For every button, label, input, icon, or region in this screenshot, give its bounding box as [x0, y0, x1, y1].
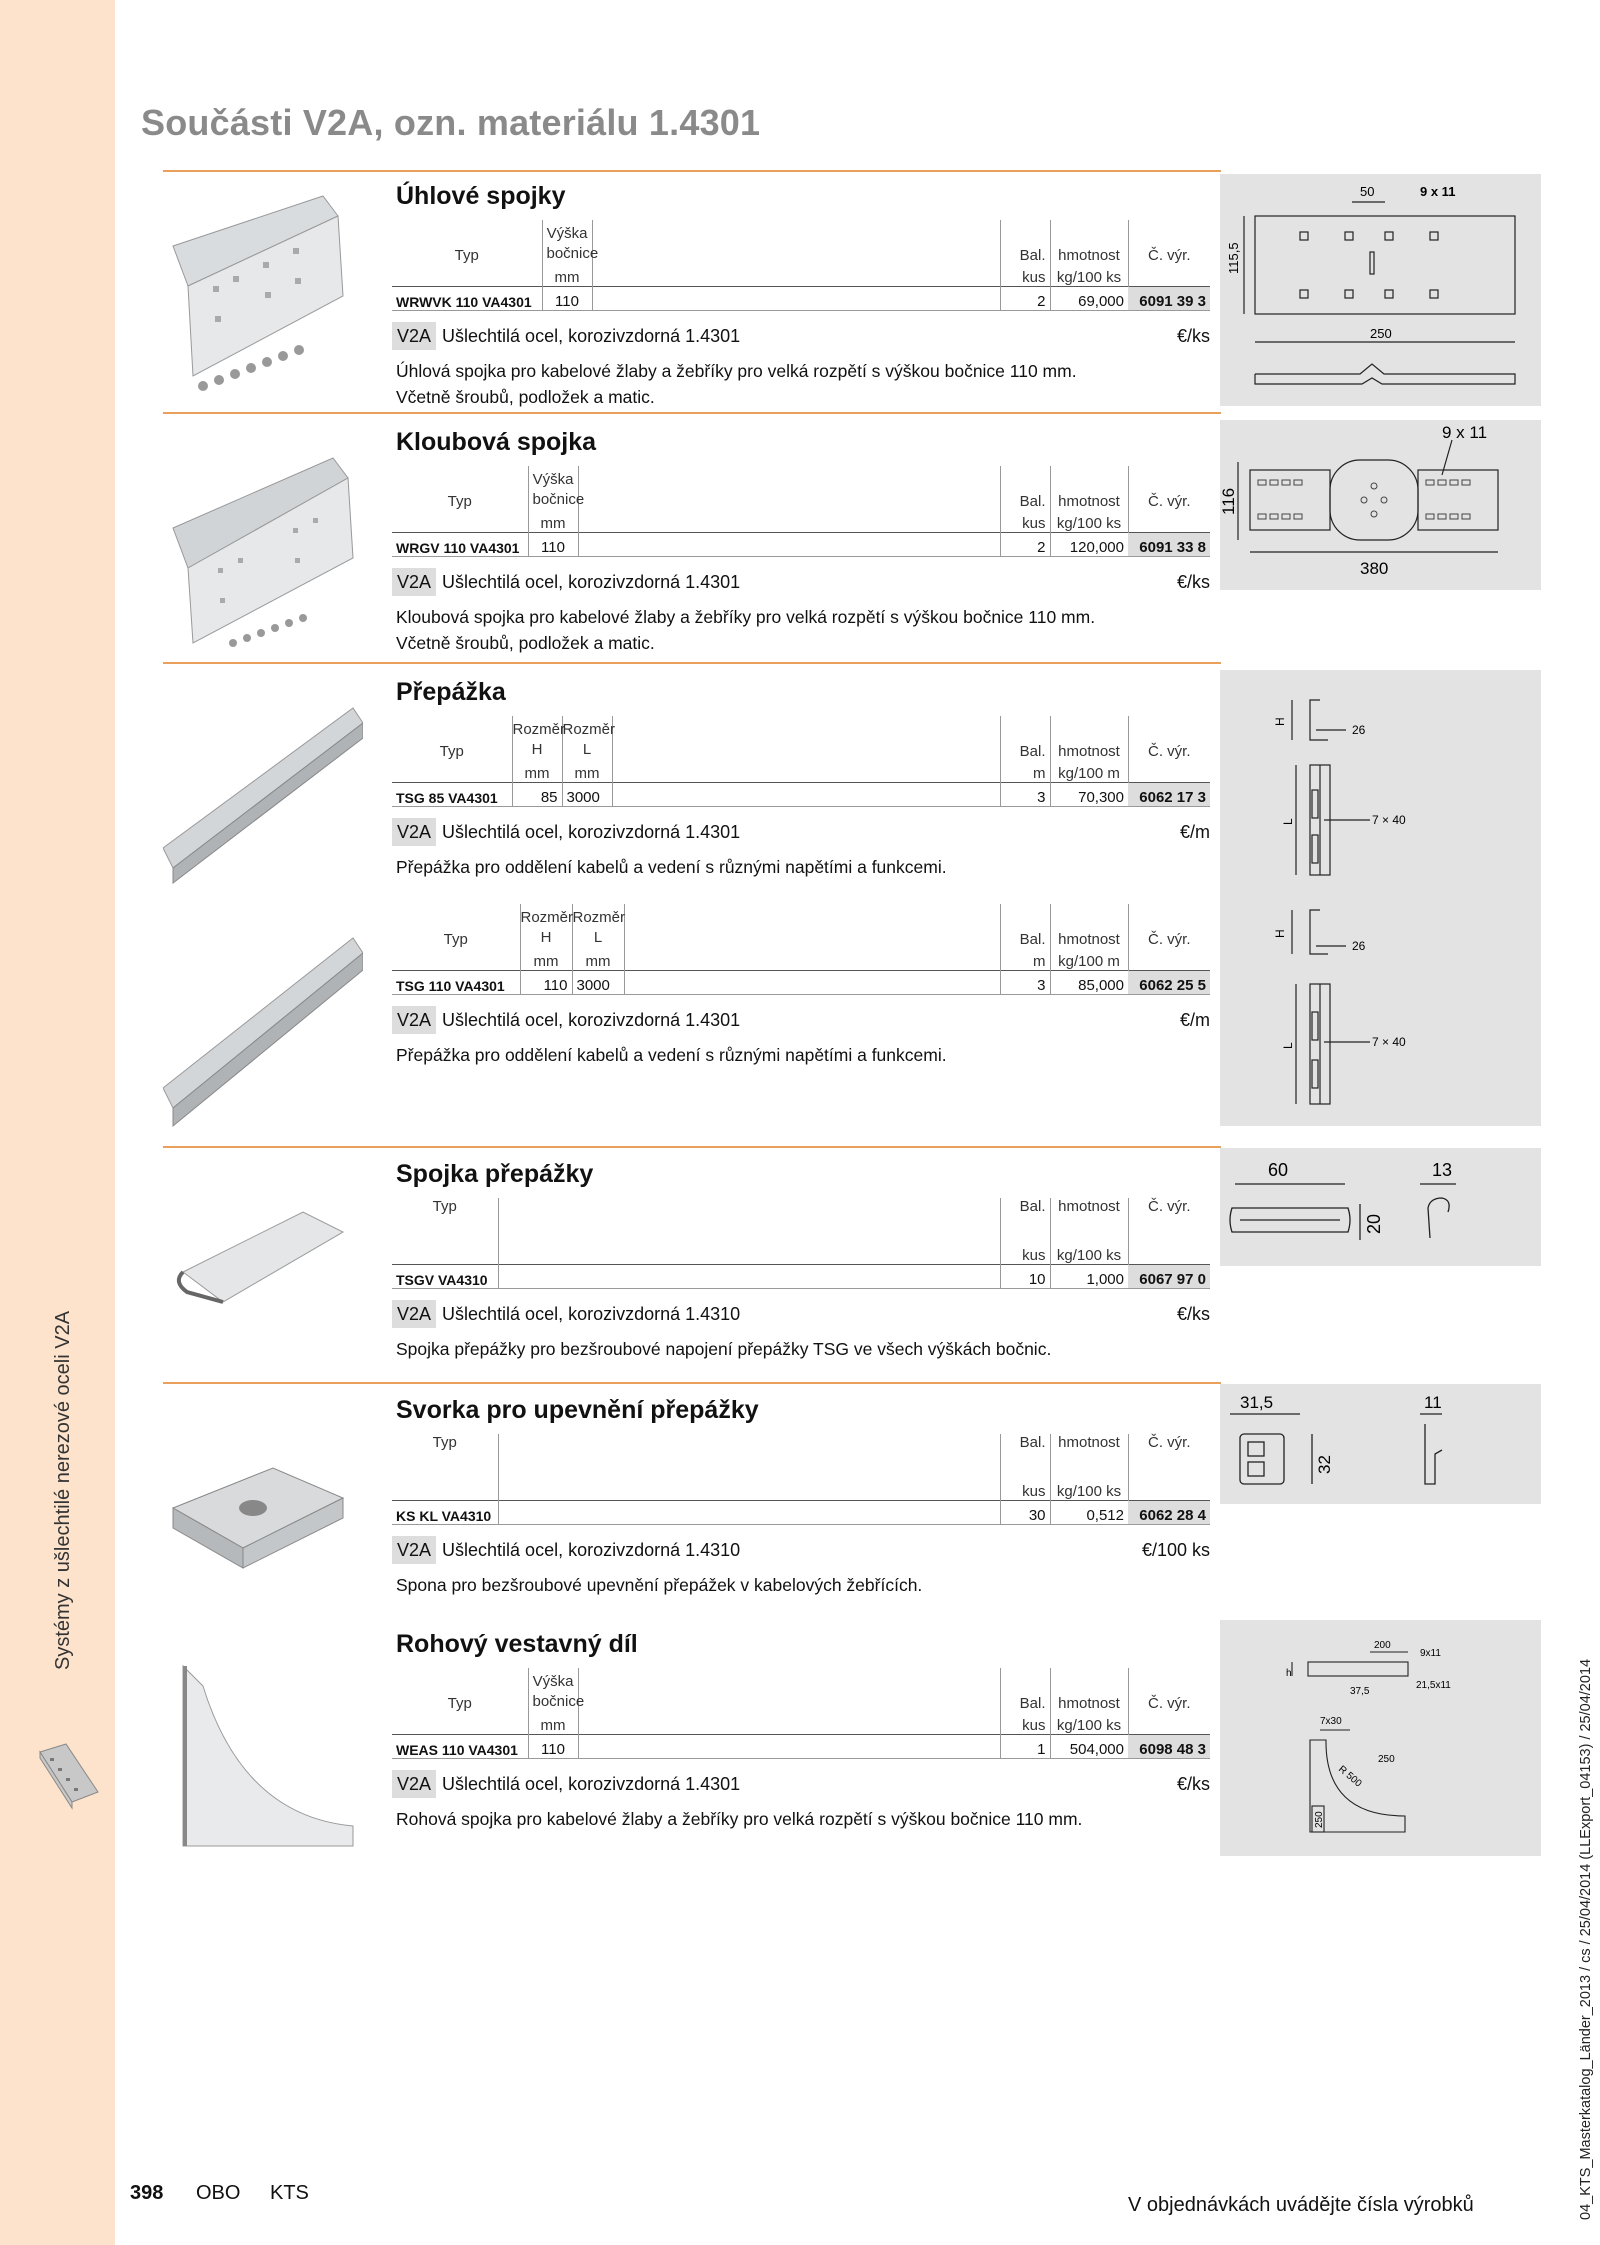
product-weight: 70,300 [1050, 782, 1128, 806]
unit-mm: mm [542, 264, 592, 286]
col-vyska: Výška bočnice [528, 466, 578, 510]
material-code-badge: V2A [392, 818, 436, 846]
section-title: Spojka přepážky [396, 1160, 594, 1188]
col-hmotnost: hmotnost [1050, 716, 1128, 760]
material-line [392, 322, 1210, 350]
page-number: 398 [130, 2182, 164, 2204]
col-cislo: Č. výr. [1128, 904, 1210, 948]
product-number: 6062 17 3 [1128, 782, 1210, 806]
price-unit: €/ks [1176, 326, 1210, 346]
material-text: Ušlechtilá ocel, korozivzdorná 1.4301 [442, 572, 741, 592]
product-bal: 1 [1000, 1734, 1050, 1758]
product-number: 6098 48 3 [1128, 1734, 1210, 1758]
material-text: Ušlechtilá ocel, korozivzdorná 1.4310 [442, 1540, 741, 1560]
dim-200: 200 [1374, 1640, 1391, 1651]
col-hmotnost: hmotnost [1050, 220, 1128, 264]
product-description [396, 1806, 1186, 1832]
product-type: TSG 110 VA4301 [392, 970, 520, 994]
col-cislo: Č. výr. [1128, 1668, 1210, 1712]
technical-drawing [1220, 1148, 1541, 1266]
col-bal: Bal. [1000, 466, 1050, 510]
material-code-badge: V2A [392, 1006, 436, 1034]
product-number: 6062 25 5 [1128, 970, 1210, 994]
col-bal: Bal. [1000, 1198, 1050, 1242]
product-type: KS KL VA4310 [392, 1500, 498, 1524]
unit-kus: kus [1000, 510, 1050, 532]
unit-mm: mm [562, 760, 612, 782]
desc-line-1: Kloubová spojka pro kabelové žlaby a žebříky pro velká rozpětí s výškou bočnice 110 mm. [396, 607, 1096, 627]
drawing-divider [1220, 894, 1541, 1126]
col-bal: Bal. [1000, 904, 1050, 948]
unit-kg: kg/100 ks [1050, 264, 1128, 286]
product-section-prepazka-85 [163, 662, 1548, 902]
section-title: Rohový vestavný díl [396, 1630, 638, 1658]
dim-250-vert: 250 [1314, 1811, 1325, 1828]
dim-13: 13 [1432, 1160, 1453, 1180]
unit-kg: kg/100 ks [1050, 510, 1128, 532]
product-table [392, 1434, 1210, 1525]
material-line [392, 1006, 1210, 1034]
product-description [396, 358, 1186, 410]
dim-l: L [1281, 1042, 1295, 1049]
drawing-corner-piece [1220, 1620, 1541, 1856]
col-typ: Typ [447, 493, 472, 510]
col-vyska: Výška bočnice [542, 220, 592, 264]
technical-drawing [1220, 670, 1541, 894]
unit-kus: kus [1000, 1478, 1050, 1500]
product-bal: 30 [1000, 1500, 1050, 1524]
product-l: 3000 [572, 970, 624, 994]
product-number: 6067 97 0 [1128, 1264, 1210, 1288]
dim-slot-2: 21,5x11 [1416, 1680, 1451, 1691]
product-l: 3000 [562, 782, 612, 806]
section-divider [163, 1146, 1221, 1148]
dim-h: H [1273, 717, 1287, 726]
material-text: Ušlechtilá ocel, korozivzdorná 1.4301 [442, 326, 741, 346]
unit-kus: kus [1000, 1712, 1050, 1734]
price-unit: €/100 ks [1141, 1540, 1210, 1560]
col-hmotnost: hmotnost [1050, 1198, 1128, 1242]
technical-drawing [1220, 894, 1541, 1126]
product-section-uhlove-spojky [163, 170, 1548, 410]
col-hmotnost: hmotnost [1050, 904, 1128, 948]
material-code-badge: V2A [392, 1536, 436, 1564]
col-cislo: Č. výr. [1128, 1198, 1210, 1242]
col-hmotnost: hmotnost [1050, 466, 1128, 510]
technical-drawing [1220, 420, 1541, 590]
section-title: Úhlové spojky [396, 182, 566, 210]
product-height: 110 [528, 1734, 578, 1758]
price-unit: €/ks [1176, 1774, 1210, 1794]
technical-drawing [1220, 1384, 1541, 1504]
col-typ: Typ [432, 1198, 457, 1215]
material-line [392, 818, 1210, 846]
drawing-hinged-connector [1220, 420, 1541, 590]
desc-line-1: Přepážka pro oddělení kabelů a vedení s různými napětími a funkcemi. [396, 1045, 947, 1065]
product-photo-corner-piece [163, 1626, 363, 1856]
material-line [392, 1770, 1210, 1798]
product-description [396, 1042, 1186, 1068]
product-table [392, 904, 1210, 995]
desc-line-1: Spona pro bezšroubové upevnění přepážek v kabelových žebřících. [396, 1575, 923, 1595]
material-text: Ušlechtilá ocel, korozivzdorná 1.4301 [442, 1774, 741, 1794]
col-cislo: Č. výr. [1128, 220, 1210, 264]
product-section-rohovy-dil [163, 1620, 1548, 1870]
dim-20: 20 [1364, 1213, 1384, 1234]
col-hmotnost: hmotnost [1050, 1668, 1128, 1712]
page-title: Součásti V2A, ozn. materiálu 1.4301 [141, 102, 761, 143]
desc-line-1: Přepážka pro oddělení kabelů a vedení s různými napětími a funkcemi. [396, 857, 947, 877]
unit-mm: mm [512, 760, 562, 782]
cable-tray-icon [36, 1742, 100, 1810]
technical-drawing [1220, 1620, 1541, 1856]
unit-mm: mm [572, 948, 624, 970]
product-table [392, 716, 1210, 807]
col-cislo: Č. výr. [1128, 716, 1210, 760]
col-bal: Bal. [1000, 716, 1050, 760]
unit-kus: kus [1000, 1242, 1050, 1264]
col-cislo: Č. výr. [1128, 466, 1210, 510]
dim-380: 380 [1360, 559, 1389, 578]
product-bal: 2 [1000, 286, 1050, 310]
product-number: 6091 39 3 [1128, 286, 1210, 310]
price-unit: €/m [1179, 1010, 1210, 1030]
product-type: WRWVK 110 VA4301 [392, 286, 542, 310]
desc-line-1: Úhlová spojka pro kabelové žlaby a žebříky pro velká rozpětí s výškou bočnice 110 mm. [396, 361, 1077, 381]
section-title: Kloubová spojka [396, 428, 597, 456]
dim-26: 26 [1352, 723, 1366, 737]
section-title: Přepážka [396, 678, 506, 706]
unit-m: m [1000, 948, 1050, 970]
desc-line-1: Rohová spojka pro kabelové žlaby a žebříky pro velká rozpětí s výškou bočnice 110 mm. [396, 1809, 1083, 1829]
dim-31-5: 31,5 [1240, 1393, 1274, 1412]
material-text: Ušlechtilá ocel, korozivzdorná 1.4301 [442, 1010, 741, 1030]
side-strip [0, 0, 115, 2245]
product-bal: 10 [1000, 1264, 1050, 1288]
product-type: TSG 85 VA4301 [392, 782, 512, 806]
unit-kg: kg/100 m [1050, 948, 1128, 970]
product-bal: 3 [1000, 970, 1050, 994]
product-type: WEAS 110 VA4301 [392, 1734, 528, 1758]
dim-slot: 9 x 11 [1442, 423, 1488, 442]
material-line [392, 1300, 1210, 1328]
dim-slots: 7 × 40 [1372, 813, 1406, 827]
dim-r500: R 500 [1336, 1763, 1364, 1790]
product-weight: 0,512 [1050, 1500, 1128, 1524]
price-unit: €/ks [1176, 572, 1210, 592]
unit-kg: kg/100 m [1050, 760, 1128, 782]
footer-series: KTS [270, 2182, 309, 2204]
print-code: 04_KTS_Masterkatalog_Länder_2013 / cs / 25/04/2014 (LLExport_04153) / 25/04/2014 [1578, 1658, 1594, 2220]
material-code-badge: V2A [392, 322, 436, 350]
product-photo-hinged-connector [163, 418, 363, 648]
product-description [396, 1336, 1186, 1362]
product-section-spojka-prepazky [163, 1146, 1548, 1376]
unit-mm: mm [520, 948, 572, 970]
product-bal: 2 [1000, 532, 1050, 556]
product-photo-clamp [163, 1388, 363, 1618]
desc-line-2: Včetně šroubů, podložek a matic. [396, 387, 655, 407]
col-rozmer-h: Rozměr H [512, 716, 562, 760]
section-title: Svorka pro upevnění přepážky [396, 1396, 759, 1424]
product-number: 6062 28 4 [1128, 1500, 1210, 1524]
product-number: 6091 33 8 [1128, 532, 1210, 556]
unit-kus: kus [1000, 264, 1050, 286]
drawing-angle-connector [1220, 174, 1541, 406]
col-cislo: Č. výr. [1128, 1434, 1210, 1478]
dim-60: 60 [1268, 1160, 1289, 1180]
unit-kg: kg/100 ks [1050, 1478, 1128, 1500]
dim-slot: 9x11 [1420, 1648, 1441, 1659]
price-unit: €/m [1179, 822, 1210, 842]
col-vyska: Výška bočnice [528, 1668, 578, 1712]
section-divider [163, 412, 1221, 414]
material-text: Ušlechtilá ocel, korozivzdorná 1.4310 [442, 1304, 741, 1324]
material-code-badge: V2A [392, 568, 436, 596]
col-rozmer-l: Rozměr L [572, 904, 624, 948]
col-typ: Typ [439, 743, 464, 760]
product-table [392, 220, 1210, 311]
material-code-badge: V2A [392, 1300, 436, 1328]
product-section-svorka [163, 1382, 1548, 1618]
material-line [392, 568, 1210, 596]
product-section-kloubova-spojka [163, 412, 1548, 662]
product-weight: 85,000 [1050, 970, 1128, 994]
unit-m: m [1000, 760, 1050, 782]
dim-h: h [1286, 1668, 1292, 1679]
unit-mm: mm [528, 510, 578, 532]
col-rozmer-l: Rozměr L [562, 716, 612, 760]
material-line [392, 1536, 1210, 1564]
product-table [392, 466, 1210, 557]
col-typ: Typ [447, 1695, 472, 1712]
dim-116: 116 [1220, 487, 1238, 515]
dim-h: H [1273, 929, 1287, 938]
section-divider [163, 170, 1221, 172]
dim-250: 250 [1378, 1754, 1395, 1765]
dim-l: L [1281, 818, 1295, 825]
product-type: WRGV 110 VA4301 [392, 532, 528, 556]
col-bal: Bal. [1000, 1668, 1050, 1712]
dim-32: 32 [1315, 1455, 1334, 1474]
product-height: 110 [528, 532, 578, 556]
unit-mm: mm [528, 1712, 578, 1734]
product-description [396, 854, 1186, 880]
unit-kg: kg/100 ks [1050, 1712, 1128, 1734]
dim-50: 50 [1360, 184, 1375, 199]
product-weight: 1,000 [1050, 1264, 1128, 1288]
dim-37-5: 37,5 [1350, 1686, 1370, 1697]
unit-kg: kg/100 ks [1050, 1242, 1128, 1264]
drawing-divider [1220, 670, 1541, 894]
product-photo-angle-connector [163, 176, 363, 406]
col-typ: Typ [454, 247, 479, 264]
material-code-badge: V2A [392, 1770, 436, 1798]
drawing-divider-connector [1220, 1148, 1541, 1266]
product-h: 110 [520, 970, 572, 994]
col-hmotnost: hmotnost [1050, 1434, 1128, 1478]
product-table [392, 1198, 1210, 1289]
product-bal: 3 [1000, 782, 1050, 806]
technical-drawing [1220, 174, 1541, 406]
product-photo-divider-connector [163, 1152, 363, 1382]
section-divider [163, 1382, 1221, 1384]
section-divider [163, 662, 1221, 664]
product-height: 110 [542, 286, 592, 310]
drawing-clamp [1220, 1384, 1541, 1504]
product-type: TSGV VA4310 [392, 1264, 498, 1288]
product-description [396, 604, 1186, 656]
price-unit: €/ks [1176, 1304, 1210, 1324]
col-bal: Bal. [1000, 1434, 1050, 1478]
desc-line-2: Včetně šroubů, podložek a matic. [396, 633, 655, 653]
material-text: Ušlechtilá ocel, korozivzdorná 1.4301 [442, 822, 741, 842]
dim-115: 115,5 [1226, 242, 1241, 274]
product-table [392, 1668, 1210, 1759]
product-photo-divider [163, 668, 363, 898]
col-typ: Typ [443, 931, 468, 948]
product-weight: 69,000 [1050, 286, 1128, 310]
footer-note: V objednávkách uvádějte čísla výrobků [1128, 2194, 1474, 2216]
product-description [396, 1572, 1186, 1598]
col-typ: Typ [432, 1434, 457, 1451]
dim-7x30: 7x30 [1320, 1716, 1342, 1727]
col-bal: Bal. [1000, 220, 1050, 264]
dim-slots: 7 × 40 [1372, 1035, 1406, 1049]
col-rozmer-h: Rozměr H [520, 904, 572, 948]
side-label: Systémy z ušlechtilé nerezové oceli V2A [52, 1310, 74, 1670]
desc-line-1: Spojka přepážky pro bezšroubové napojení přepážky TSG ve všech výškách bočnic. [396, 1339, 1052, 1359]
dim-26: 26 [1352, 939, 1366, 953]
dim-11: 11 [1424, 1393, 1442, 1412]
product-h: 85 [512, 782, 562, 806]
dim-slot: 9 x 11 [1420, 184, 1456, 199]
dim-250: 250 [1370, 326, 1392, 341]
product-weight: 120,000 [1050, 532, 1128, 556]
product-photo-divider [163, 908, 363, 1138]
product-section-prepazka-110 [163, 902, 1548, 1142]
product-weight: 504,000 [1050, 1734, 1128, 1758]
footer-brand: OBO [196, 2182, 241, 2204]
